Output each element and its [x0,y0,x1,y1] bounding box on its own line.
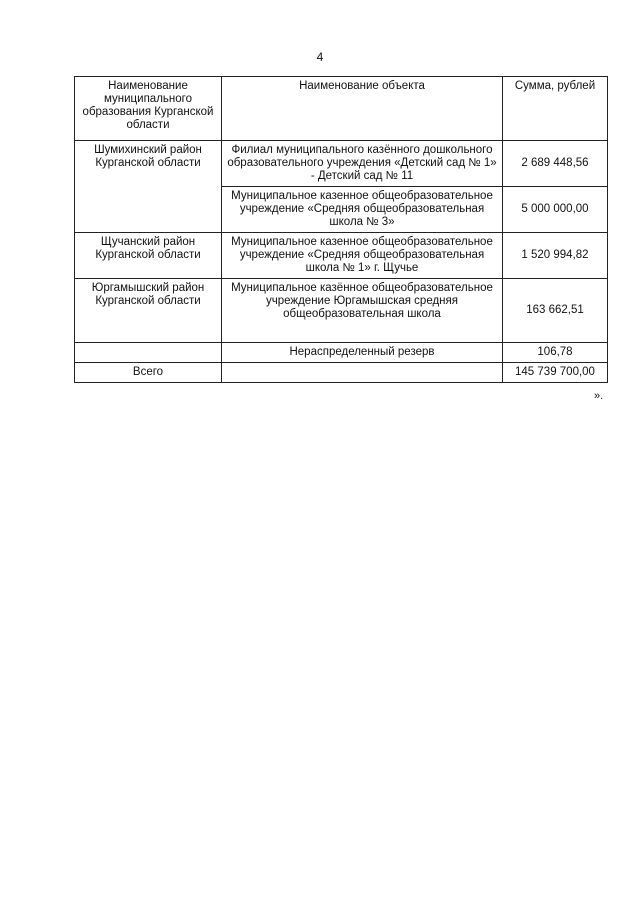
table-row [75,141,608,187]
object-cell: Филиал муниципального казённого дошкольного образовательного учреждения «Детский сад № 1» - Детский сад № 11 [222,141,503,187]
table-header-row [75,77,608,141]
page-number: 4 [316,50,324,64]
total-amount: 145 739 700,00 [503,363,608,383]
empty-cell [222,363,503,383]
municipality-cell: Юргамышский район Курганской области [75,279,222,343]
amount-cell: 1 520 994,82 [503,233,608,279]
reserve-label: Нераспределенный резерв [222,343,503,363]
total-row [75,363,608,383]
header-object: Наименование объекта [222,77,503,141]
reserve-amount: 106,78 [503,343,608,363]
header-municipality: Наименование муниципального образования Курганской области [75,77,222,141]
table-row [75,233,608,279]
budget-table [74,76,608,383]
amount-cell: 163 662,51 [503,279,608,343]
reserve-row [75,343,608,363]
municipality-cell: Шумихинский район Курганской области [75,141,222,233]
total-label: Всего [75,363,222,383]
amount-cell: 5 000 000,00 [503,187,608,233]
amount-cell: 2 689 448,56 [503,141,608,187]
closing-quote-mark: ». [594,390,604,402]
municipality-cell: Щучанский район Курганской области [75,233,222,279]
object-cell: Муниципальное казенное общеобразовательное учреждение «Средняя общеобразовательная школа № 1» г. Щучье [222,233,503,279]
object-cell: Муниципальное казенное общеобразовательное учреждение «Средняя общеобразовательная школа № 3» [222,187,503,233]
empty-cell [75,343,222,363]
header-amount: Сумма, рублей [503,77,608,141]
object-cell: Муниципальное казённое общеобразовательное учреждение Юргамышская средняя общеобразовательная школа [222,279,503,343]
table-row [75,279,608,343]
